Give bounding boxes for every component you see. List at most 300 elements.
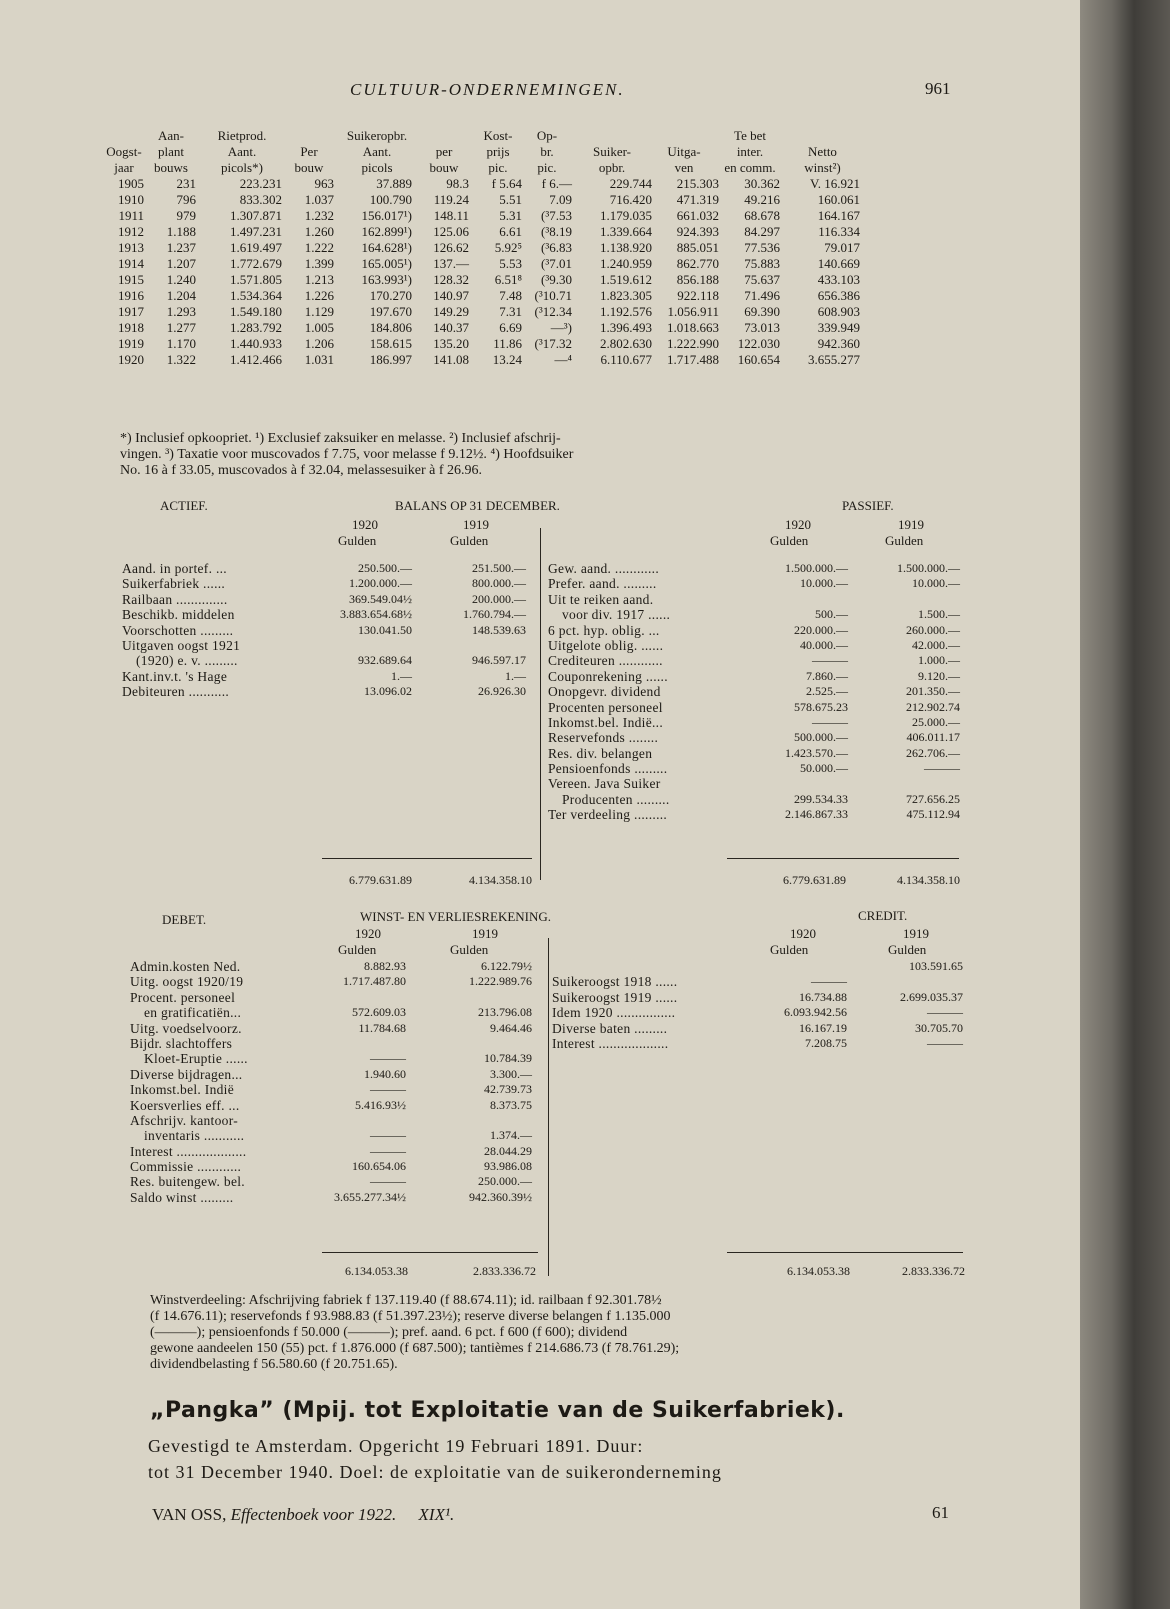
- prod-data-cell: f 5.64: [491, 176, 522, 191]
- prod-data-cell: 122.030: [737, 336, 780, 351]
- prod-data-cell: (³17.32: [534, 336, 572, 351]
- prod-data-cell: 165.005¹): [361, 256, 412, 271]
- prod-data-cell: 84.297: [744, 224, 780, 239]
- prod-data-cell: 1.497.231: [230, 224, 282, 239]
- passief-row: [548, 684, 958, 699]
- prod-data-cell: f 6.—: [541, 176, 572, 191]
- winstverdeeling-line: gewone aandeelen 150 (55) pct. f 1.876.000 (f 687.500); tantièmes f 214.686.73 (f 78.761.29);: [150, 1341, 680, 1356]
- debet-row-value-1919: 42.739.73: [484, 1082, 532, 1097]
- prod-data-cell: 75.883: [744, 256, 780, 271]
- prod-data-cell: 231: [176, 176, 196, 191]
- prod-data-cell: 1.138.920: [600, 240, 652, 255]
- passief-row-value-1920: 2.525.—: [806, 684, 848, 699]
- prod-data-cell: 1912: [118, 224, 144, 239]
- debet-row-label: Uitg. oogst 1920/19: [130, 974, 244, 990]
- prod-data-cell: 156.017¹): [361, 208, 412, 223]
- prod-header-cell: Aant.: [227, 144, 257, 159]
- pl-rule-left: [322, 1252, 538, 1253]
- prod-header-cell: Netto: [808, 144, 837, 159]
- prod-data-cell: 1.519.612: [600, 272, 652, 287]
- prod-data-cell: 885.051: [676, 240, 719, 255]
- prod-data-cell: 6.51⁸: [494, 272, 522, 287]
- prod-data-cell: 69.390: [744, 304, 780, 319]
- footer-sheet-number: 61: [932, 1503, 949, 1522]
- footnote-line: vingen. ³) Taxatie voor muscovados f 7.75, voor melasse f 9.12½. ⁴) Hoofdsuiker: [120, 447, 574, 462]
- passief-row-value-1920: 578.675.23: [794, 699, 848, 714]
- prod-data-cell: 1.018.663: [667, 320, 719, 335]
- prod-header-cell: pic.: [537, 160, 557, 175]
- credit-row: [552, 1036, 962, 1051]
- pl-divider: [548, 938, 549, 1276]
- passief-row-value-1919: 260.000.—: [906, 622, 960, 637]
- actief-row-value-1920: 932.689.64: [358, 653, 412, 668]
- passief-row-label: voor div. 1917 ......: [562, 607, 671, 623]
- debet-heading: DEBET.: [162, 912, 207, 927]
- prod-data-cell: 2.802.630: [600, 336, 652, 351]
- credit-list: [552, 959, 962, 1051]
- actief-row: [122, 607, 532, 622]
- debet-row-value-1919: 6.122.79½: [481, 959, 532, 973]
- prod-header-cell: picols*): [221, 160, 263, 175]
- bal-year-1919-right: 1919: [898, 517, 924, 532]
- actief-row: [122, 623, 532, 638]
- prod-data-cell: 1.192.576: [600, 304, 652, 319]
- debet-row-label: Res. buitengew. bel.: [130, 1174, 245, 1190]
- passief-row-label: Ter verdeeling .........: [548, 807, 668, 823]
- prod-data-cell: 1.412.466: [230, 352, 282, 367]
- prod-data-cell: 1.823.305: [600, 288, 652, 303]
- passief-row: [548, 807, 958, 822]
- prod-data-cell: 661.032: [676, 208, 719, 223]
- actief-row-value-1920: 1.—: [391, 668, 412, 683]
- actief-row-value-1920: 130.041.50: [358, 622, 412, 637]
- actief-row: [122, 653, 532, 668]
- credit-row-value-1919: 103.591.65: [909, 959, 963, 973]
- debet-row: [130, 1051, 540, 1066]
- prod-data-cell: 1.283.792: [230, 320, 282, 335]
- passief-row-value-1920: ———: [812, 714, 848, 729]
- prod-data-cell: 1.005: [304, 320, 334, 335]
- prod-data-cell: 77.536: [744, 240, 780, 255]
- prod-data-cell: 140.37: [433, 320, 469, 335]
- running-header-title: CULTUUR-ONDERNEMINGEN.: [350, 80, 625, 99]
- prod-data-cell: 100.790: [369, 192, 412, 207]
- passief-row: [548, 607, 958, 622]
- bal-year-1920-right: 1920: [785, 517, 811, 532]
- prod-header-cell: Suikeropbr.: [346, 128, 408, 143]
- debet-row-value-1920: 1.717.487.80: [343, 974, 406, 989]
- prod-data-cell: 1.772.679: [230, 256, 282, 271]
- prod-data-cell: 1917: [118, 304, 144, 319]
- prod-header-cell: inter.: [736, 144, 764, 159]
- credit-row: [552, 1005, 962, 1020]
- debet-row: [130, 974, 540, 989]
- prod-data-cell: (³7.53: [541, 208, 572, 223]
- passief-row-value-1919: 727.656.25: [906, 791, 960, 806]
- balance-total-right-1919: 4.134.358.10: [897, 873, 960, 887]
- balance-divider: [540, 528, 541, 880]
- prod-header-cell: Aant.: [362, 144, 392, 159]
- prod-data-cell: 1.619.497: [230, 240, 282, 255]
- passief-row-value-1920: 40.000.—: [800, 637, 848, 652]
- passief-row: [548, 576, 958, 591]
- passief-row-label: Prefer. aand. .........: [548, 576, 657, 592]
- prod-data-cell: 128.32: [433, 272, 469, 287]
- prod-data-cell: 160.654: [737, 352, 780, 367]
- prod-data-cell: —⁴: [554, 352, 572, 367]
- passief-row: [548, 761, 958, 776]
- prod-data-cell: 1.037: [304, 192, 334, 207]
- pl-title: WINST- EN VERLIESREKENING.: [360, 909, 552, 924]
- passief-row-value-1920: 1.500.000.—: [785, 561, 848, 575]
- prod-header-cell: Rietprod.: [217, 128, 267, 143]
- footer-publisher: VAN OSS,: [152, 1505, 227, 1524]
- prod-data-cell: 963: [314, 176, 334, 191]
- passief-row-label: Inkomst.bel. Indië...: [548, 714, 664, 730]
- prod-data-cell: 471.319: [676, 192, 719, 207]
- pl-unit-right-2: Gulden: [888, 942, 927, 957]
- prod-data-cell: 856.188: [676, 272, 719, 287]
- passief-row-label: Uit te reiken aand.: [548, 591, 654, 607]
- prod-data-cell: 7.09: [549, 192, 572, 207]
- passief-row-label: 6 pct. hyp. oblig. ...: [548, 622, 660, 638]
- passief-row: [548, 623, 958, 638]
- prod-data-cell: 13.24: [492, 352, 522, 367]
- winstverdeeling-line: (———); pensioenfonds f 50.000 (———); pref. aand. 6 pct. f 600 (f 600); dividend: [150, 1325, 628, 1340]
- passief-row: [548, 700, 958, 715]
- prod-data-cell: 98.3: [446, 176, 469, 191]
- actief-row: [122, 576, 532, 591]
- credit-row-label: Interest ...................: [552, 1035, 669, 1051]
- prod-data-cell: 979: [176, 208, 196, 223]
- prod-header-cell: pic.: [488, 160, 508, 175]
- prod-data-cell: 71.496: [744, 288, 780, 303]
- prod-data-cell: 1.226: [304, 288, 334, 303]
- actief-row-value-1919: 251.500.—: [472, 561, 526, 575]
- prod-data-cell: 7.31: [499, 304, 522, 319]
- actief-row-label: Railbaan ..............: [122, 591, 228, 607]
- prod-data-cell: 197.670: [369, 304, 412, 319]
- prod-data-cell: 1.240.959: [600, 256, 652, 271]
- debet-row-label: Afschrijv. kantoor-: [130, 1112, 239, 1128]
- passief-row-value-1919: 25.000.—: [912, 714, 960, 729]
- prod-data-cell: 1.549.180: [230, 304, 282, 319]
- company-line-2: tot 31 December 1940. Doel: de exploitatie van de suikeronderneming: [148, 1462, 722, 1482]
- debet-row: [130, 1082, 540, 1097]
- prod-header-cell: opbr.: [598, 160, 626, 175]
- passief-row-value-1920: 7.860.—: [806, 668, 848, 683]
- prod-data-cell: 223.231: [239, 176, 282, 191]
- debet-row-value-1919: 28.044.29: [484, 1143, 532, 1158]
- prod-data-cell: 3.655.277: [808, 352, 860, 367]
- actief-row-value-1920: 369.549.04½: [349, 591, 412, 606]
- prod-data-cell: 5.53: [499, 256, 522, 271]
- passief-list: [548, 561, 958, 823]
- prod-data-cell: 716.420: [609, 192, 652, 207]
- prod-header-cell: Op-: [536, 128, 558, 143]
- passief-row-label: Uitgelote oblig. ......: [548, 637, 664, 653]
- passief-row-label: Onopgevr. dividend: [548, 684, 661, 700]
- debet-row: [130, 1144, 540, 1159]
- prod-data-cell: 1.717.488: [667, 352, 719, 367]
- debet-row: [130, 1113, 540, 1128]
- passief-row-value-1920: 2.146.867.33: [785, 807, 848, 822]
- credit-row-label: Idem 1920 ................: [552, 1005, 676, 1021]
- prod-header-cell: br.: [540, 144, 554, 159]
- prod-data-cell: 162.899¹): [361, 224, 412, 239]
- passief-row-label: Crediteuren ............: [548, 653, 663, 669]
- debet-row-label: Commissie ............: [130, 1159, 242, 1175]
- debet-row-value-1920: 1.940.60: [364, 1066, 406, 1081]
- debet-row: [130, 1174, 540, 1189]
- prod-data-cell: (³8.19: [541, 224, 572, 239]
- passief-row-value-1919: 212.902.74: [906, 699, 960, 714]
- prod-data-cell: 160.061: [817, 192, 860, 207]
- prod-data-cell: 148.11: [433, 208, 469, 223]
- credit-row-value-1919: ———: [927, 1005, 963, 1020]
- actief-row-value-1919: 1.—: [505, 668, 526, 683]
- credit-row: [552, 1021, 962, 1036]
- prod-data-cell: 6.69: [499, 320, 522, 335]
- debet-row: [130, 1036, 540, 1051]
- actief-row-value-1920: 13.096.02: [364, 684, 412, 699]
- prod-data-cell: 1.307.871: [230, 208, 282, 223]
- prod-header-cell: Uitga-: [667, 144, 701, 159]
- debet-row: [130, 1098, 540, 1113]
- credit-row-value-1920: 7.208.75: [805, 1035, 847, 1050]
- prod-data-cell: 73.013: [744, 320, 780, 335]
- passief-row-value-1919: 1.500.000.—: [897, 561, 960, 575]
- prod-data-cell: 140.97: [433, 288, 469, 303]
- actief-row: [122, 592, 532, 607]
- pl-rule-right: [727, 1252, 963, 1253]
- prod-data-cell: 922.118: [677, 288, 719, 303]
- pl-total-left-1919: 2.833.336.72: [473, 1264, 536, 1278]
- prod-data-cell: 942.360: [817, 336, 860, 351]
- prod-data-cell: 79.017: [824, 240, 860, 255]
- actief-row-label: Beschikb. middelen: [122, 607, 235, 623]
- passief-row: [548, 653, 958, 668]
- prod-data-cell: (³6.83: [541, 240, 572, 255]
- prod-data-cell: 1.240: [166, 272, 196, 287]
- prod-header-cell: ven: [674, 160, 694, 175]
- prod-data-cell: 1.222.990: [667, 336, 719, 351]
- debet-row-value-1920: 572.609.03: [352, 1005, 406, 1020]
- passief-row-value-1920: 500.000.—: [794, 730, 848, 745]
- prod-data-cell: 433.103: [817, 272, 860, 287]
- debet-row-label: Interest ...................: [130, 1143, 247, 1159]
- prod-header-cell: Oogst-: [106, 144, 142, 159]
- balance-title: BALANS OP 31 DECEMBER.: [395, 498, 560, 513]
- debet-row-label: Procent. personeel: [130, 989, 236, 1005]
- passief-row-value-1920: ———: [812, 653, 848, 668]
- prod-data-cell: 5.31: [499, 208, 522, 223]
- footnote-line: *) Inclusief opkoopriet. ¹) Exclusief zaksuiker en melasse. ²) Inclusief afschrij-: [120, 431, 561, 446]
- passief-row: [548, 561, 958, 576]
- passief-row-label: Res. div. belangen: [548, 745, 653, 761]
- debet-row-value-1919: 9.464.46: [490, 1020, 532, 1035]
- prod-data-cell: 1.222: [304, 240, 334, 255]
- passief-row-value-1919: 201.350.—: [906, 684, 960, 699]
- bal-year-1919-left: 1919: [463, 517, 489, 532]
- passief-row-label: Reservefonds ........: [548, 730, 659, 746]
- debet-row-label: inventaris ...........: [144, 1128, 245, 1144]
- debet-row-value-1919: 10.784.39: [484, 1051, 532, 1066]
- debet-list: [130, 959, 540, 1205]
- prod-data-cell: 186.997: [369, 352, 412, 367]
- prod-data-cell: (³10.71: [534, 288, 572, 303]
- credit-row-value-1920: 16.734.88: [799, 989, 847, 1004]
- debet-row-value-1920: 3.655.277.34½: [334, 1189, 406, 1204]
- debet-row: [130, 1067, 540, 1082]
- prod-data-cell: 116.334: [818, 224, 860, 239]
- prod-data-cell: 75.637: [744, 272, 780, 287]
- bal-unit-right-1: Gulden: [770, 533, 809, 548]
- credit-row-label: Suikeroogst 1918 ......: [552, 974, 678, 990]
- table-footnotes: [120, 431, 970, 479]
- prod-data-cell: 1.170: [166, 336, 196, 351]
- prod-data-cell: 137.—: [433, 256, 469, 271]
- credit-row-value-1919: ———: [927, 1035, 963, 1050]
- prod-data-cell: (³12.34: [534, 304, 572, 319]
- prod-data-cell: 1.293: [166, 304, 196, 319]
- prod-data-cell: 30.362: [744, 176, 780, 191]
- prod-data-cell: 135.20: [433, 336, 469, 351]
- balance-rule-left: [322, 858, 532, 859]
- actief-row-value-1920: 1.200.000.—: [349, 576, 412, 591]
- prod-data-cell: 163.993¹): [361, 272, 412, 287]
- actief-row-label: Suikerfabriek ......: [122, 576, 226, 592]
- prod-data-cell: 6.61: [499, 224, 522, 239]
- debet-row-value-1919: 1.374.—: [490, 1128, 532, 1143]
- passief-row-value-1919: 1.000.—: [918, 653, 960, 668]
- prod-data-cell: 6.110.677: [600, 352, 652, 367]
- debet-row: [130, 1159, 540, 1174]
- debet-row-label: Uitg. voedselvoorz.: [130, 1020, 242, 1036]
- prod-data-cell: 37.889: [376, 176, 412, 191]
- debet-row-label: Kloet-Eruptie ......: [144, 1051, 248, 1067]
- passief-row-label: Vereen. Java Suiker: [548, 776, 661, 792]
- pl-year-1920-left: 1920: [355, 926, 381, 941]
- debet-row-value-1919: 1.222.989.76: [469, 974, 532, 989]
- bal-year-1920-left: 1920: [352, 517, 378, 532]
- company-title: „Pangka” (Mpij. tot Exploitatie van de Suikerfabriek).: [150, 1398, 845, 1423]
- prod-data-cell: 149.29: [433, 304, 469, 319]
- debet-row-value-1919: 250.000.—: [478, 1174, 532, 1189]
- actief-list: [122, 561, 532, 700]
- prod-data-cell: 1915: [118, 272, 144, 287]
- prod-header-cell: Per: [300, 144, 318, 159]
- prod-data-cell: 1914: [118, 256, 144, 271]
- pl-year-1919-left: 1919: [472, 926, 498, 941]
- actief-row-value-1919: 200.000.—: [472, 591, 526, 606]
- balance-rule-right: [727, 858, 959, 859]
- prod-header-cell: winst²): [804, 160, 841, 175]
- prod-header-cell: Te bet: [734, 128, 766, 143]
- prod-data-cell: 1910: [118, 192, 144, 207]
- credit-row-label: Diverse baten .........: [552, 1020, 668, 1036]
- prod-data-cell: 1.339.664: [600, 224, 652, 239]
- debet-row-label: Saldo winst .........: [130, 1189, 234, 1205]
- balance-total-right-1920: 6.779.631.89: [783, 873, 846, 887]
- credit-row-value-1919: 2.699.035.37: [900, 989, 963, 1004]
- passief-row-value-1920: 500.—: [815, 607, 848, 622]
- prod-data-cell: 1.440.933: [230, 336, 282, 351]
- passief-row: [548, 730, 958, 745]
- prod-data-cell: 862.770: [676, 256, 719, 271]
- prod-data-cell: 608.903: [817, 304, 860, 319]
- debet-row-label: en gratificatiën...: [144, 1005, 242, 1021]
- winstverdeeling-line: Winstverdeeling: Afschrijving fabriek f 137.119.40 (f 88.674.11); id. railbaan f 92.301.78½: [150, 1293, 662, 1308]
- prod-data-cell: 1920: [118, 352, 144, 367]
- prod-data-cell: 1.206: [304, 336, 334, 351]
- prod-data-cell: 1.188: [166, 224, 196, 239]
- passief-row-label: Procenten personeel: [548, 699, 663, 715]
- actief-row-value-1919: 148.539.63: [472, 622, 526, 637]
- prod-data-cell: 1916: [118, 288, 144, 303]
- actief-row-value-1919: 800.000.—: [472, 576, 526, 591]
- prod-data-cell: 1.534.364: [230, 288, 282, 303]
- actief-row-value-1920: 250.500.—: [358, 561, 412, 575]
- passief-row: [548, 776, 958, 791]
- debet-row-value-1920: ———: [370, 1051, 406, 1066]
- debet-row-value-1919: 93.986.08: [484, 1159, 532, 1174]
- pl-year-1919-right: 1919: [903, 926, 929, 941]
- prod-header-cell: plant: [158, 144, 184, 159]
- prod-data-cell: 833.302: [239, 192, 282, 207]
- credit-row-value-1920: 6.093.942.56: [784, 1005, 847, 1020]
- prod-data-cell: 339.949: [817, 320, 860, 335]
- prod-data-cell: 68.678: [744, 208, 780, 223]
- prod-data-cell: 158.615: [369, 336, 412, 351]
- balance-total-left-1920: 6.779.631.89: [349, 873, 412, 887]
- prod-header-cell: prijs: [486, 144, 510, 159]
- debet-row-label: Bijdr. slachtoffers: [130, 1035, 233, 1051]
- passief-row-value-1920: 1.423.570.—: [785, 745, 848, 760]
- actief-row-label: Kant.inv.t. 's Hage: [122, 668, 228, 684]
- debet-row-value-1919: 3.300.—: [490, 1066, 532, 1081]
- debet-row-value-1920: 160.654.06: [352, 1159, 406, 1174]
- bal-unit-left-1: Gulden: [338, 533, 377, 548]
- credit-row: [552, 974, 962, 989]
- prod-data-cell: 656.386: [817, 288, 860, 303]
- prod-header-cell: Suiker-: [592, 144, 631, 159]
- prod-data-cell: 141.08: [433, 352, 469, 367]
- debet-row-value-1919: 942.360.39½: [469, 1189, 532, 1204]
- debet-row: [130, 959, 540, 974]
- actief-row-value-1919: 1.760.794.—: [463, 607, 526, 622]
- debet-row: [130, 990, 540, 1005]
- prod-header-cell: Kost-: [483, 128, 513, 143]
- debet-row-value-1920: ———: [370, 1082, 406, 1097]
- winstverdeeling-line: dividendbelasting f 56.580.60 (f 20.751.65).: [150, 1357, 398, 1372]
- prod-data-cell: 1.571.805: [230, 272, 282, 287]
- footer-signature: XIX¹.: [418, 1505, 455, 1524]
- prod-data-cell: 1.213: [304, 272, 334, 287]
- actief-row-label: Uitgaven oogst 1921: [122, 637, 241, 653]
- actief-heading: ACTIEF.: [160, 498, 208, 513]
- page-footer: [152, 1505, 454, 1525]
- prod-data-cell: 1.399: [304, 256, 334, 271]
- winstverdeeling-paragraph: [150, 1293, 980, 1373]
- passief-row: [548, 638, 958, 653]
- prod-data-cell: 1.277: [166, 320, 196, 335]
- passief-row-value-1919: 262.706.—: [906, 745, 960, 760]
- prod-data-cell: 1.396.493: [600, 320, 652, 335]
- pl-total-right-1920: 6.134.053.38: [787, 1264, 850, 1278]
- prod-data-cell: 1.129: [304, 304, 334, 319]
- prod-data-cell: 125.06: [433, 224, 469, 239]
